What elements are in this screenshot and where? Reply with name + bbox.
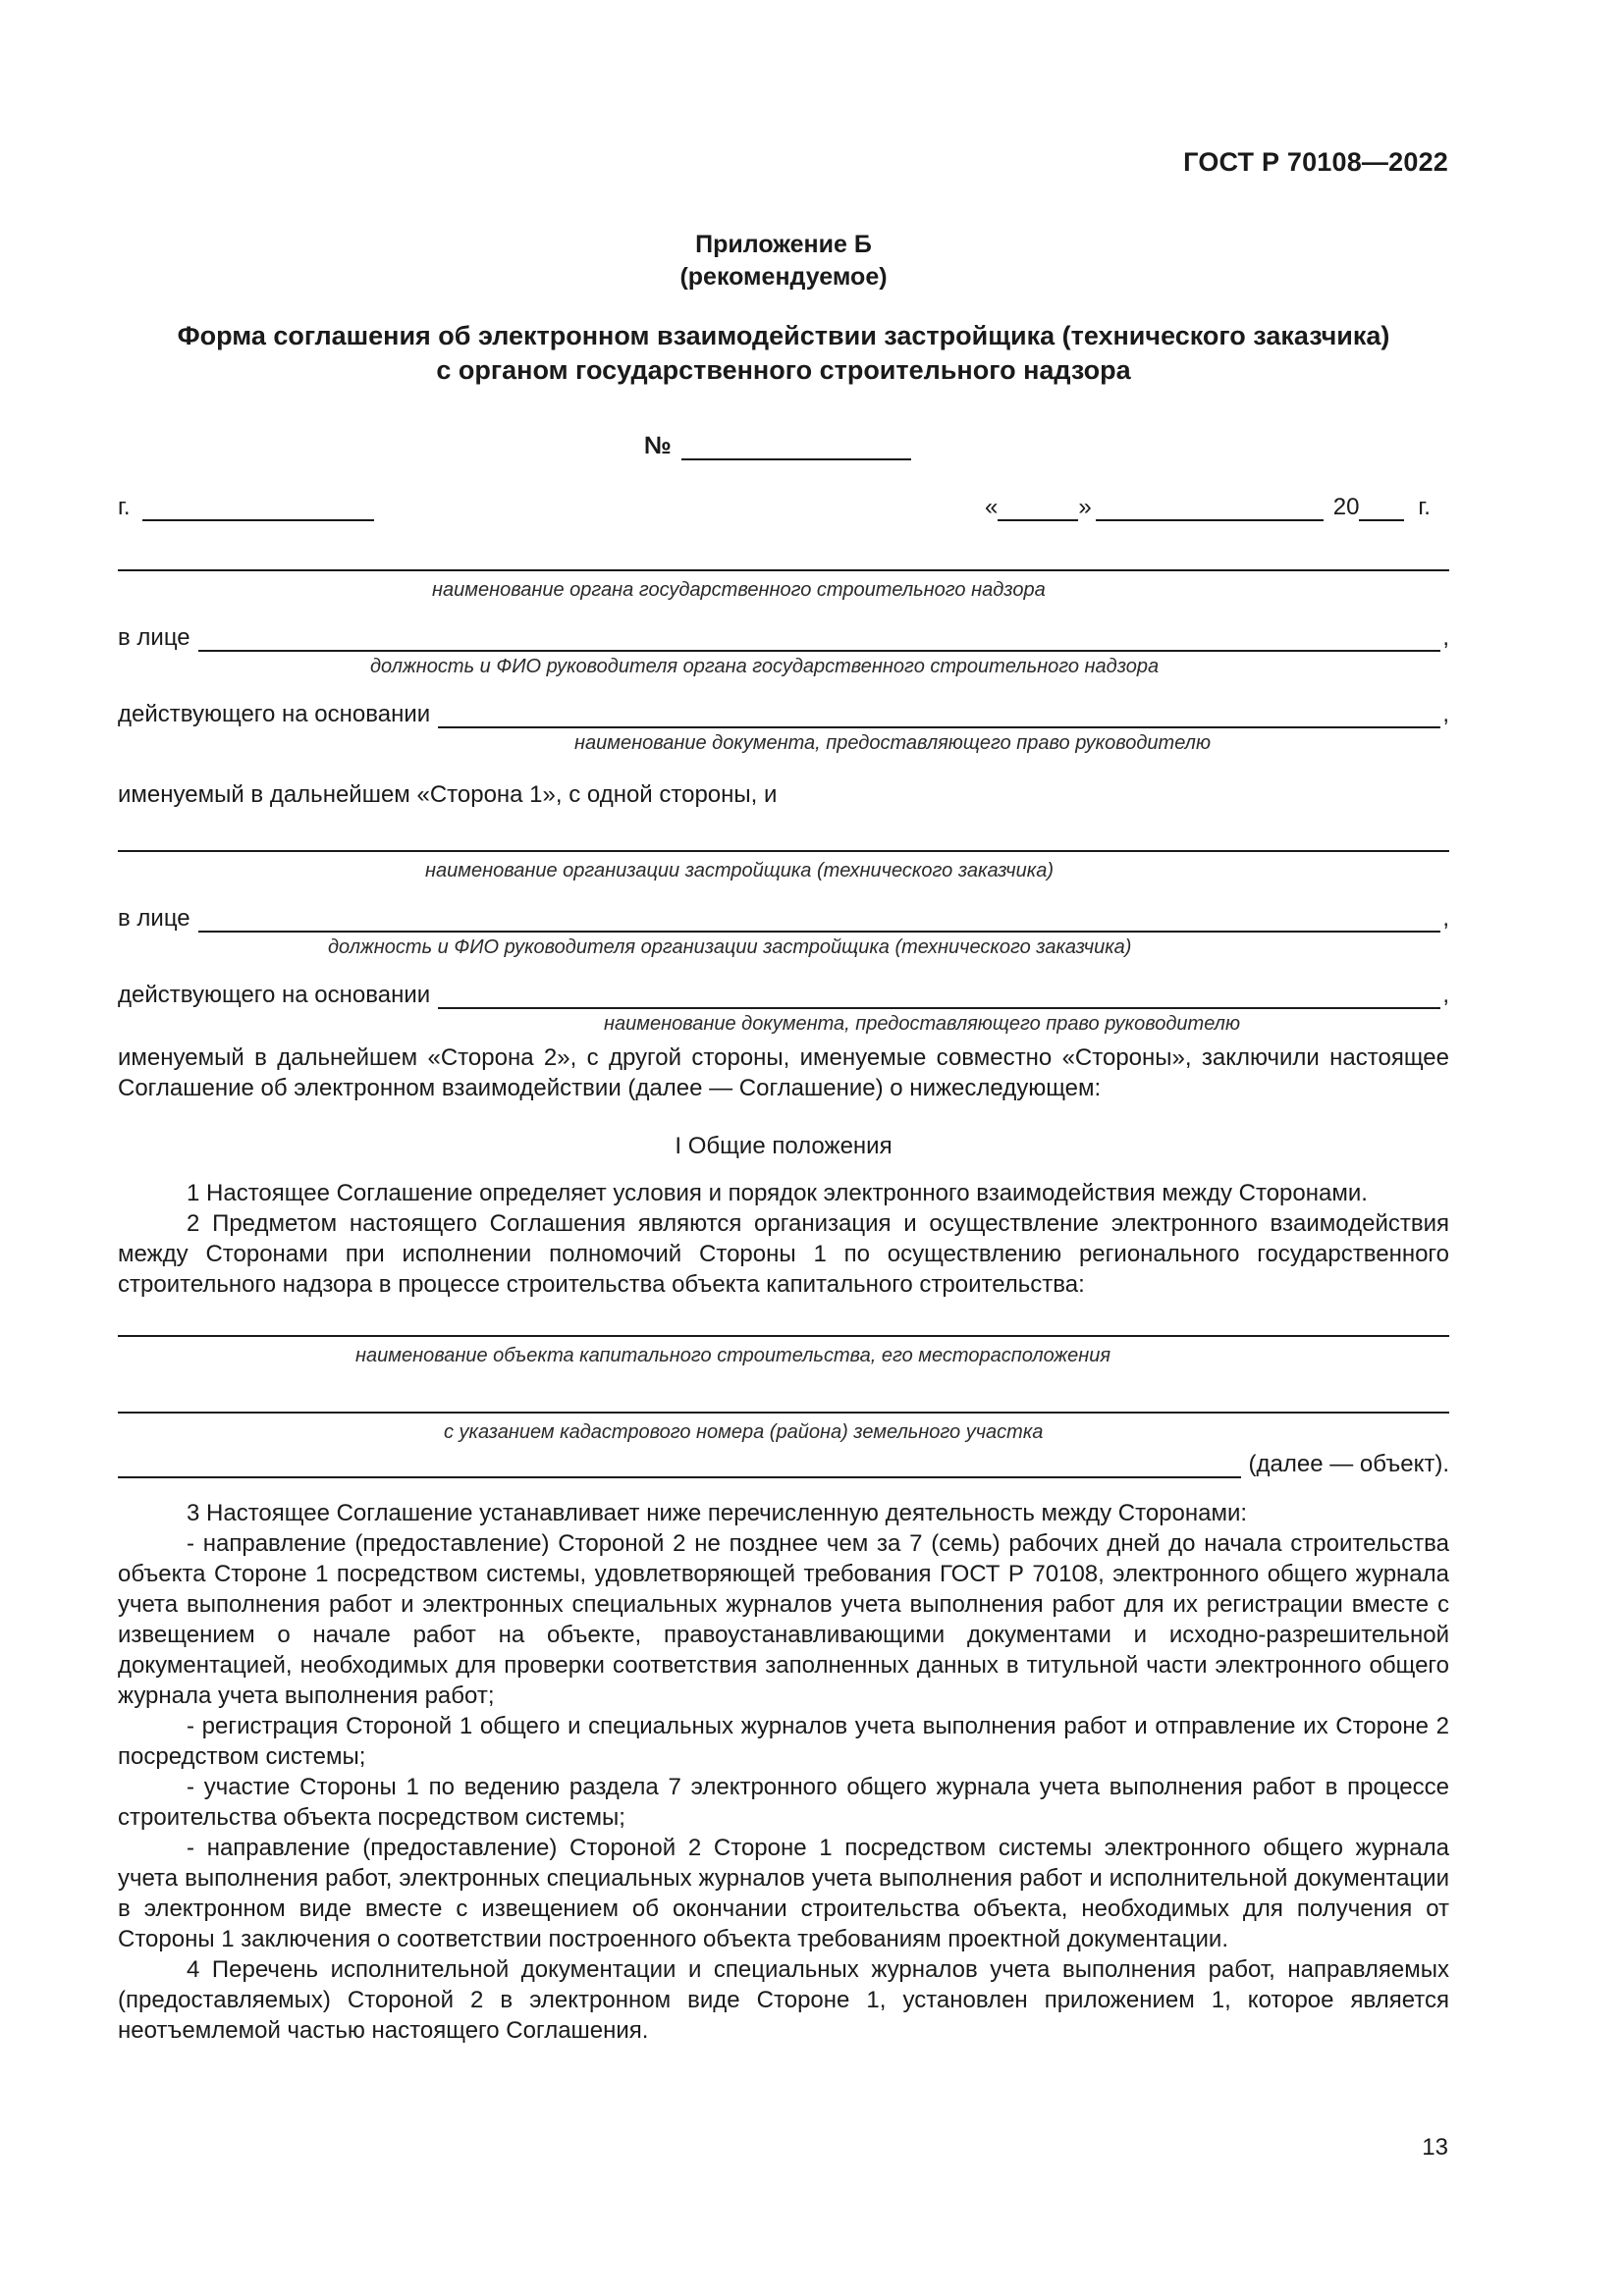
place-blank[interactable] (142, 500, 374, 521)
form-title-line-2: с органом государственного строительного надзора (436, 355, 1131, 385)
party1-person-row (118, 624, 1449, 652)
cadastral-line[interactable] (118, 1412, 1449, 1414)
section-clauses-1-2 (118, 1178, 1449, 1300)
party1-acting-label: действующего на основании (118, 701, 431, 727)
agreement-number-field (644, 432, 911, 460)
appendix-title: Приложение Б (695, 231, 872, 258)
clause-2: 2 Предметом настоящего Соглашения являются организация и осуществление электронного взаимодействия между Сторонами при исполнении полномочий Стороны 1 по осуществлению регионального государственного строительного надзора в процессе строительства объекта капитального строительства: (118, 1210, 1449, 1298)
year-prefix: 20 (1332, 494, 1360, 520)
date-open-quote: « (985, 494, 999, 520)
party1-doc-caption: наименование документа, предоставляющего право руководителю (574, 732, 1211, 754)
place-label: г. (118, 494, 131, 520)
party2-person-caption: должность и ФИО руководителя организации застройщика (технического заказчика) (328, 936, 1132, 958)
year-suffix: г. (1418, 494, 1431, 520)
party1-person-blank[interactable] (198, 632, 1441, 652)
object-caption: наименование объекта капитального строительства, его месторасположения (355, 1345, 1111, 1366)
party2-in-person-label: в лице (118, 905, 190, 932)
cadastral-caption: с указанием кадастрового номера (района) земельного участка (444, 1421, 1044, 1443)
month-blank[interactable] (1096, 500, 1324, 521)
party1-named-text: именуемый в дальнейшем «Сторона 1», с одной стороны, и (118, 781, 778, 808)
party2-person-blank[interactable] (198, 913, 1441, 933)
party2-person-row (118, 905, 1449, 933)
clause-3: 3 Настоящее Соглашение устанавливает ниже перечисленную деятельность между Сторонами: (187, 1500, 1248, 1526)
date-field (985, 494, 1431, 521)
party2-person-comma: , (1442, 905, 1449, 932)
party2-basis-blank[interactable] (438, 989, 1440, 1009)
clause-1: 1 Настоящее Соглашение определяет условия и порядок электронного взаимодействия между Сторонами. (187, 1180, 1368, 1206)
party2-org-line[interactable] (118, 850, 1449, 852)
clause-3-bullet-3: - участие Стороны 1 по ведению раздела 7 электронного общего журнала учета выполнения работ в процессе строительства объекта посредством системы; (118, 1774, 1449, 1831)
party1-in-person-label: в лице (118, 624, 190, 651)
party2-doc-caption: наименование документа, предоставляющего право руководителю (604, 1013, 1240, 1035)
clause-3-bullet-1: - направление (предоставление) Стороной 2 не позднее чем за 7 (семь) рабочих дней до начала строительства объекта Стороне 1 посредством системы, удовлетворяющей требования ГОСТ Р 70108, электронного общего журнала учета выполнения работ и электронных специальных журналов учета выполнения работ для их регистрации вместе с извещением о начале работ на объекте, правоустанавливающими документами и исходно-разрешительной документацией, необходимых для проверки соответствия заполненных данных в титульной части электронного общего журнала учета выполнения работ; (118, 1530, 1449, 1709)
party1-person-caption: должность и ФИО руководителя органа государственного строительного надзора (370, 656, 1160, 677)
number-label: № (644, 432, 672, 459)
year-blank[interactable] (1359, 500, 1404, 521)
section-clauses-3-4 (118, 1498, 1449, 2046)
party2-acting-label: действующего на основании (118, 982, 431, 1008)
object-name-line[interactable] (118, 1335, 1449, 1337)
party2-basis-comma: , (1442, 982, 1449, 1008)
form-title-line-1: Форма соглашения об электронном взаимодействии застройщика (технического заказчика) (177, 321, 1390, 350)
party1-basis-row (118, 701, 1449, 728)
party1-named-row (118, 781, 1449, 809)
clause-3-bullet-2: - регистрация Стороной 1 общего и специальных журналов учета выполнения работ и отправление их Стороне 2 посредством системы; (118, 1713, 1449, 1770)
form-title (118, 319, 1449, 388)
party2-org-caption: наименование организации застройщика (технического заказчика) (425, 860, 1055, 881)
party1-basis-comma: , (1442, 701, 1449, 727)
clause-4: 4 Перечень исполнительной документации и специальных журналов учета выполнения работ, направляемых (предоставляемых) Стороной 2 в электронном виде Стороне 1, установлен приложением 1, которое является неотъемлемой частью настоящего Соглашения. (118, 1956, 1449, 2044)
appendix-status: (рекомендуемое) (679, 263, 888, 291)
party1-person-comma: , (1442, 624, 1449, 651)
page-number: 13 (1422, 2134, 1448, 2161)
object-suffix-row (118, 1451, 1449, 1478)
number-blank[interactable] (681, 439, 911, 460)
party1-basis-blank[interactable] (438, 709, 1440, 728)
party1-org-caption: наименование органа государственного строительного надзора (432, 579, 1046, 601)
date-close-quote: » (1078, 494, 1092, 520)
standard-number: ГОСТ Р 70108—2022 (1183, 147, 1448, 177)
clause-3-bullet-4: - направление (предоставление) Стороной 2 Стороне 1 посредством системы электронного общего журнала учета выполнения работ, электронных специальных журналов учета выполнения работ и исполнительной документации в электронном виде вместе с извещением об окончании строительства объекта, необходимых для получения от Стороны 1 заключения о соответствии построенного объекта требованиям проектной документации. (118, 1835, 1449, 1952)
object-suffix: (далее — объект). (1248, 1451, 1449, 1477)
day-blank[interactable] (998, 500, 1078, 521)
preamble-paragraph (118, 1042, 1449, 1103)
object-extra-blank[interactable] (118, 1459, 1241, 1478)
party1-org-line[interactable] (118, 569, 1449, 571)
section-heading: I Общие положения (675, 1133, 893, 1159)
place-field (118, 494, 374, 521)
party2-basis-row (118, 982, 1449, 1009)
appendix-heading (118, 229, 1449, 294)
preamble-text: именуемый в дальнейшем «Сторона 2», с другой стороны, именуемые совместно «Стороны», заключили настоящее Соглашение об электронном взаимодействии (далее — Соглашение) о нижеследующем: (118, 1044, 1449, 1101)
